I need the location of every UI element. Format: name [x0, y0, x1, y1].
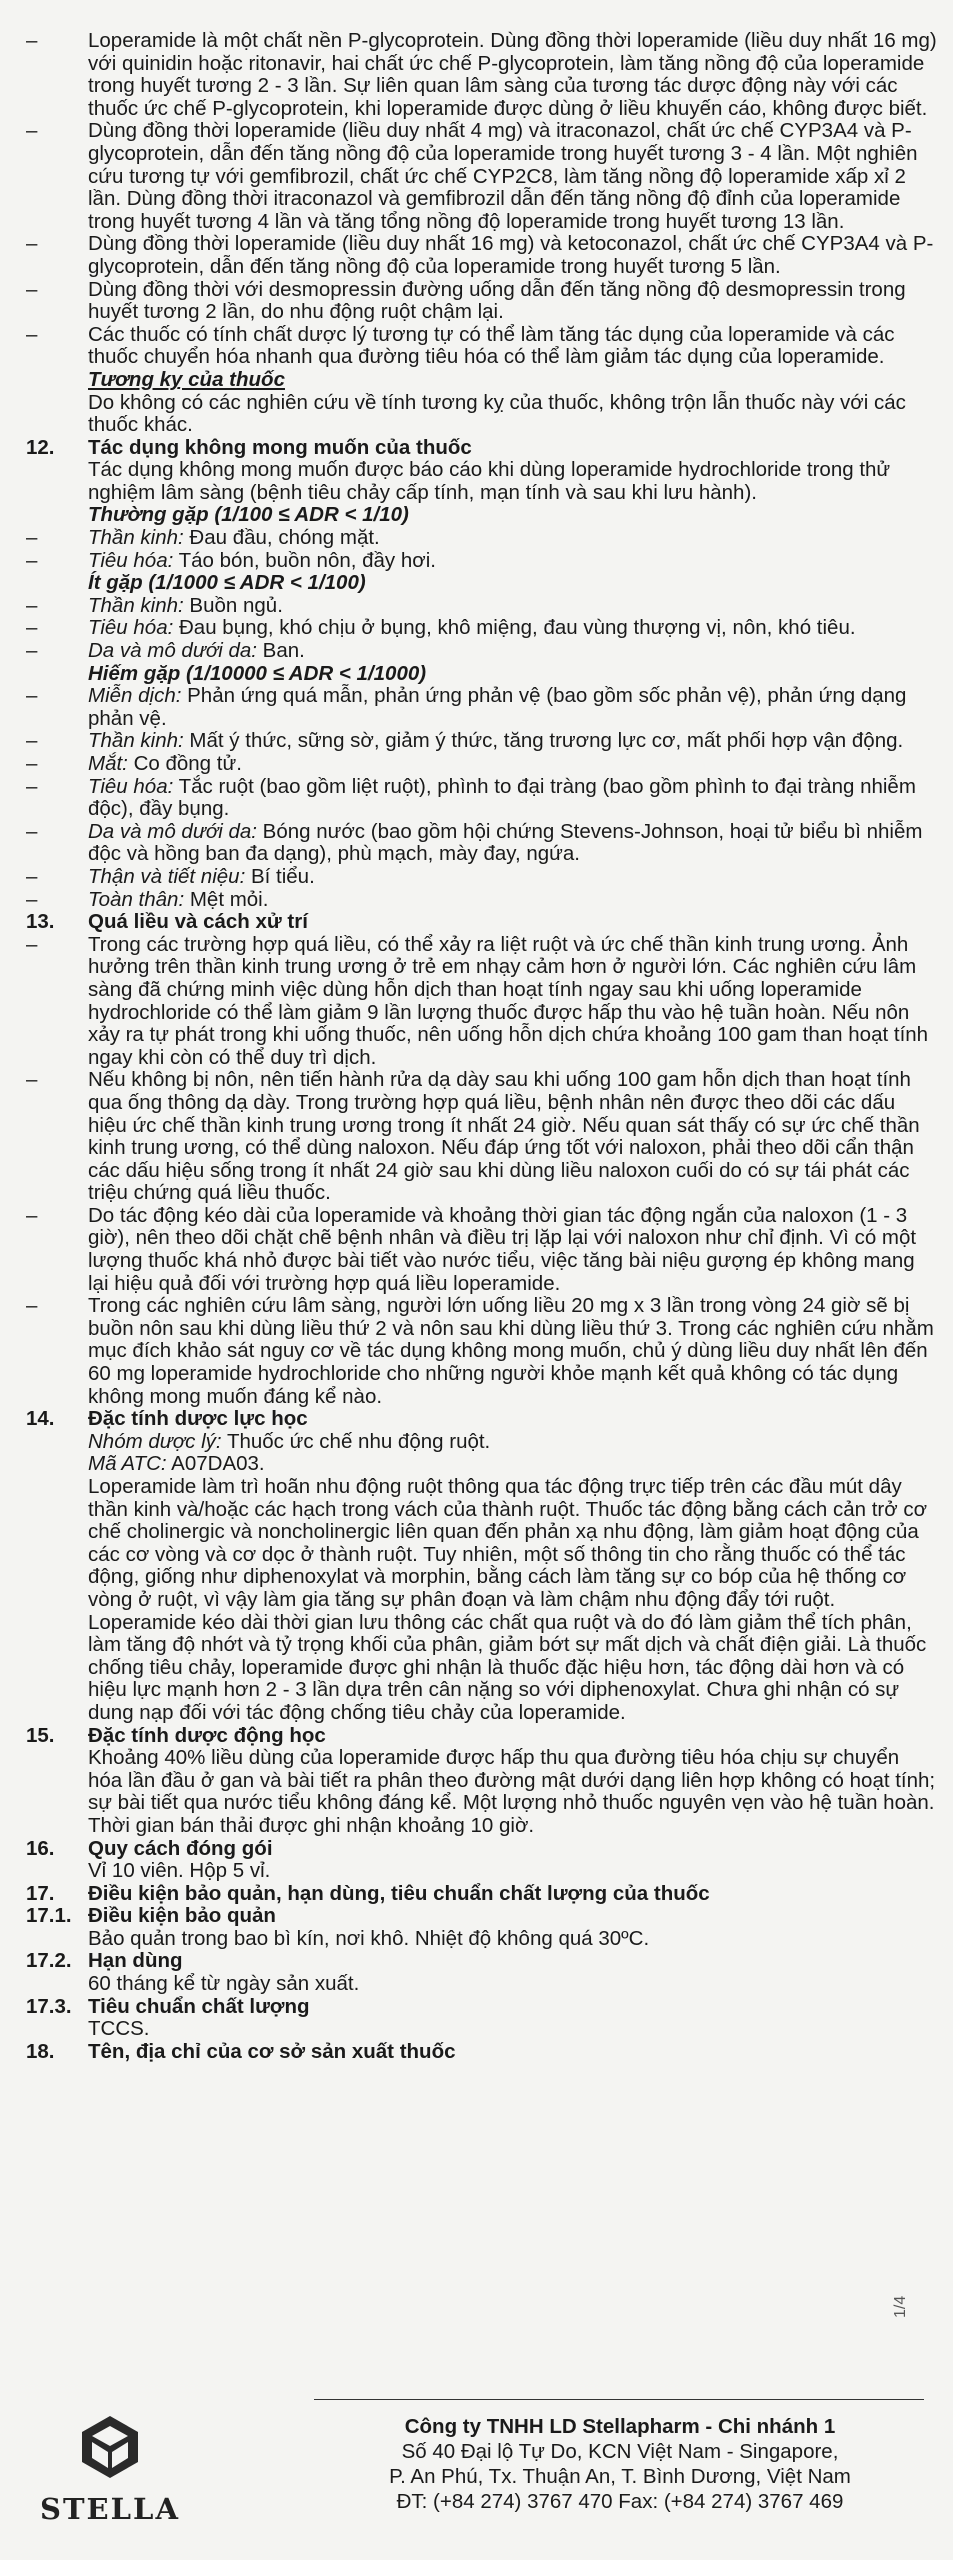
section-number: 13. [26, 910, 55, 934]
paragraph-text: Dùng đồng thời với desmopressin đường uống dẫn đến tăng nồng độ desmopressin trong huyết tương 2 lần, do nhu động ruột chậm lại. [88, 277, 906, 324]
effect-text: Bóng nước (bao gồm hội chứng Stevens-Johnson, hoại tử biểu bì nhiễm độc và hồng ban đa dạng), phù mạch, mày đay, ngứa. [88, 819, 923, 866]
list-item: – Tiêu hóa: Táo bón, buồn nôn, đầy hơi. [26, 548, 436, 572]
section-heading: Đặc tính dược lực học [88, 1407, 308, 1431]
contact-line: ĐT: (+84 274) 3767 470 Fax: (+84 274) 3767 469 [396, 2490, 844, 2513]
organ-label: Da và mô dưới da: [88, 639, 257, 663]
incompatibility-text: Do không có các nghiên cứu về tính tương kỵ của thuốc, không trộn lẫn thuốc này với các thuốc khác. [88, 390, 906, 437]
organ-label: Thần kinh: [88, 729, 184, 753]
list-item: – Trong các trường hợp quá liều, có thể xảy ra liệt ruột và ức chế thần kinh trung ương. Ảnh hưởng trên thần kinh trung ương ở trẻ em nhạy cảm hơn ở người lớn. Các nghiên cứu lâm sàng đã chứng minh việc dùng hỗn dịch than hoạt tính ngay sau khi uống loperamide hydrochloride có thể làm giảm 9 lần lượng thuốc được hấp thu vào hệ tuần hoàn. Nếu nôn xảy ra tự phát trong khi uống thuốc, nên uống hỗn dịch chứa khoảng 100 gam than hoạt tính ngay khi còn có thể duy trì dịch. [26, 932, 929, 1069]
paragraph-text: Dùng đồng thời loperamide (liều duy nhất 16 mg) và ketoconazol, chất ức chế CYP3A4 và P-glycoprotein, dẫn đến tăng nồng độ của loperamide trong huyết tương 5 lần. [88, 232, 934, 278]
organ-label: Tiêu hóa: [88, 774, 174, 798]
effect-text: Đau đầu, chóng mặt. [183, 526, 380, 550]
section-intro: Tác dụng không mong muốn được báo cáo khi dùng loperamide hydrochloride trong thử nghiệm lâm sàng (bệnh tiêu chảy cấp tính, mạn tính và sau khi lưu hành). [88, 458, 891, 504]
paragraph-text: Dùng đồng thời loperamide (liều duy nhất 4 mg) và itraconazol, chất ức chế CYP3A4 và P-glycoprotein, dẫn đến tăng nồng độ của loperamide trong huyết tương 3 - 4 lần. Một nghiên cứu tương tự với gemfibrozil, chất ức chế CYP2C8, làm tăng nồng độ loperamide xấp xỉ 2 lần. Dùng đồng thời itraconazol và gemfibrozil dẫn đến tăng nồng độ đỉnh của loperamide trong huyết tương 4 lần và tăng tổng nồng độ loperamide trong huyết tương 13 lần. [88, 119, 918, 233]
list-item [0, 120, 953, 233]
section-number: 15. [26, 1723, 55, 1747]
list-item: – Thần kinh: Buồn ngủ. [26, 593, 283, 617]
section-13 [0, 911, 953, 1408]
section-heading: Tên, địa chỉ của cơ sở sản xuất thuốc [88, 2039, 456, 2063]
section-number: 12. [26, 435, 55, 459]
paragraph-text: Do tác động kéo dài của loperamide và khoảng thời gian tác động ngắn của naloxon (1 - 3 giờ), nên theo dõi chặt chẽ bệnh nhân và điều trị lặp lại với naloxon như chỉ định. Vì có một lượng thuốc khá nhỏ được bài tiết vào nước tiểu, việc tăng bài niệu gượng ép không mang lại hiệu quả đối với trường hợp quá liều loperamide. [88, 1203, 917, 1295]
list-item: – Trong các nghiên cứu lâm sàng, người lớn uống liều 20 mg x 3 lần trong vòng 24 giờ sẽ bị buồn nôn sau khi dùng liều thứ 2 và nôn sau khi dùng liều thứ 3. Trong các nghiên cứu nhằm mục đích khảo sát nguy cơ về tác dụng không mong muốn, chủ ý dùng liều duy nhất lên đến 60 mg loperamide hydrochloride cho những người khỏe mạnh kết quả không có tác dụng không mong muốn đáng kể nào. [26, 1294, 934, 1408]
incompatibility-heading: Tương kỵ của thuốc [88, 367, 285, 391]
list-item: – Toàn thân: Mệt mỏi. [26, 887, 269, 911]
effect-text: Ban. [256, 639, 305, 663]
section-number: 17. [26, 1881, 55, 1905]
section-18 [0, 2041, 953, 2064]
group-value: Thuốc ức chế nhu động ruột. [221, 1429, 491, 1453]
list-item: – Thần kinh: Đau đầu, chóng mặt. [26, 526, 380, 550]
section-heading: Tác dụng không mong muốn của thuốc [88, 435, 472, 459]
frequency-heading-rare: Hiếm gặp (1/10000 ≤ ADR < 1/1000) [88, 661, 427, 685]
effect-text: Phản ứng quá mẫn, phản ứng phản vệ (bao gồm sốc phản vệ), phản ứng dạng phản vệ. [88, 684, 907, 730]
effect-text: Táo bón, buồn nôn, đầy hơi. [173, 548, 436, 572]
organ-label: Thận và tiết niệu: [88, 864, 246, 888]
frequency-heading-uncommon: Ít gặp (1/1000 ≤ ADR < 1/100) [88, 571, 366, 595]
page-number: 1/4 [892, 2295, 909, 2318]
organ-label: Toàn thân: [88, 887, 185, 911]
effect-text: Đau bụng, khó chịu ở bụng, khô miệng, đau vùng thượng vị, nôn, khó tiêu. [173, 616, 856, 640]
paragraph-text: Loperamide làm trì hoãn nhu động ruột thông qua tác động trực tiếp trên các đầu mút dây thần kinh và/hoặc các hạch trong vách của thành ruột. Thuốc tác động bằng cách cản trở cơ chế cholinergic và noncholinergic liên quan đến phản xạ nhu động, làm giảm hoạt động của các cơ vòng và cơ dọc ở thành ruột. Tuy nhiên, một số thông tin cho rằng thuốc có thể tác động, giống như diphenoxylat và morphin, bằng cách làm tăng sự co bóp của hệ thống cơ vòng ở ruột, vì vậy làm gia tăng sự phân đoạn và làm chậm nhu động đẩy tới ruột. [88, 1475, 928, 1611]
section-14 [0, 1408, 953, 1724]
paragraph-text: 60 tháng kể từ ngày sản xuất. [88, 1972, 360, 1996]
section-heading: Quá liều và cách xử trí [88, 910, 308, 934]
dash-marker: – [26, 232, 38, 256]
paragraph-text: Vỉ 10 viên. Hộp 5 vỉ. [88, 1859, 271, 1883]
organ-label: Mắt: [88, 752, 128, 775]
paragraph-text: Các thuốc có tính chất dược lý tương tự có thể làm tăng tác dụng của loperamide và các thuốc chuyển hóa nhanh qua đường tiêu hóa có thể làm giảm tác dụng của loperamide. [88, 322, 895, 369]
section-heading: Điều kiện bảo quản, hạn dùng, tiêu chuẩn chất lượng của thuốc [88, 1881, 710, 1905]
section-number: 16. [26, 1836, 55, 1860]
interaction-list [0, 0, 953, 437]
section-number: 14. [26, 1407, 55, 1431]
organ-label: Miễn dịch: [88, 684, 182, 708]
section-heading: Đặc tính dược động học [88, 1723, 326, 1747]
list-item [0, 324, 953, 369]
paragraph-text: Khoảng 40% liều dùng của loperamide được hấp thu qua đường tiêu hóa chịu sự chuyển hóa lần đầu ở gan và bài tiết ra phân theo đường mật dưới dạng liên hợp không có hoạt tính; sự bài tiết qua nước tiểu không đáng kể. Một lượng nhỏ thuốc nguyên vẹn vào hệ tuần hoàn. Thời gian bán thải được ghi nhận khoảng 10 giờ. [88, 1746, 936, 1837]
paragraph-text: Loperamide kéo dài thời gian lưu thông các chất qua ruột và do đó làm giảm thể tích phân, làm tăng độ nhớt và tỷ trọng khối của phân, giảm bớt sự mất dịch và chất điện giải. Là thuốc chống tiêu chảy, loperamide được ghi nhận là thuốc đặc hiệu hơn, tác động dài hơn và có hiệu lực mạnh hơn 2 - 3 lần dựa trên cân nặng so với diphenoxylat. Chưa ghi nhận có sự dung nạp đối với tác động chống tiêu chảy của loperamide. [88, 1610, 927, 1724]
list-item: – Tiêu hóa: Đau bụng, khó chịu ở bụng, khô miệng, đau vùng thượng vị, nôn, khó tiêu. [26, 616, 856, 640]
list-item: – Da và mô dưới da: Ban. [26, 639, 305, 663]
subsection-heading: Tiêu chuẩn chất lượng [88, 1994, 310, 2018]
company-name: Công ty TNHH LD Stellapharm - Chi nhánh 1 [404, 2415, 836, 2438]
atc-label: Mã ATC: [88, 1452, 167, 1476]
list-item: – Thần kinh: Mất ý thức, sững sờ, giảm ý thức, tăng trương lực cơ, mất phối hợp vận động. [26, 729, 904, 753]
list-item: – Nếu không bị nôn, nên tiến hành rửa dạ dày sau khi uống 100 gam hỗn dịch than hoạt tính qua ống thông dạ dày. Trong trường hợp quá liều, bệnh nhân nên được theo dõi các dấu hiệu ức chế thần kinh trung ương trong ít nhất 24 giờ. Nếu quan sát thấy có sự ức chế thần kinh trung ương, có thể dùng naloxon. Nếu đáp ứng tốt với naloxon, phải theo dõi cẩn thận các dấu hiệu sống trong ít nhất 24 giờ sau khi dùng liều naloxon cuối do có sự tái phát các triệu chứng quá liều thuốc. [26, 1068, 920, 1205]
list-item: – Mắt: Co đồng tử. [26, 752, 242, 775]
paragraph-text: TCCS. [88, 2017, 150, 2041]
list-item [0, 279, 953, 324]
section-12 [0, 437, 953, 911]
subsection-heading: Hạn dùng [88, 1949, 183, 1973]
list-item: – Tiêu hóa: Tắc ruột (bao gồm liệt ruột), phình to đại tràng (bao gồm phình to đại tràng nhiễm độc), đầy bụng. [26, 774, 916, 821]
list-item [0, 30, 953, 120]
footer-divider [314, 2399, 924, 2400]
effect-text: Bí tiểu. [245, 864, 315, 888]
dash-marker: – [26, 322, 38, 346]
organ-label: Thần kinh: [88, 593, 184, 617]
paragraph-text: Nếu không bị nôn, nên tiến hành rửa dạ dày sau khi uống 100 gam hỗn dịch than hoạt tính qua ống thông dạ dày. Trong trường hợp quá liều, bệnh nhân nên được theo dõi các dấu hiệu ức chế thần kinh trung ương trong ít nhất 24 giờ. Nếu quan sát thấy có sự ức chế thần kinh trung ương, có thể dùng naloxon. Nếu đáp ứng tốt với naloxon, phải theo dõi cẩn thận các dấu hiệu sống trong ít nhất 24 giờ sau khi dùng liều naloxon cuối do có sự tái phát các triệu chứng quá liều thuốc. [88, 1068, 920, 1205]
section-15 [0, 1725, 953, 1838]
effect-text: Mất ý thức, sững sờ, giảm ý thức, tăng trương lực cơ, mất phối hợp vận động. [183, 729, 904, 753]
effect-text: Buồn ngủ. [183, 593, 283, 617]
subsection-number: 17.2. [26, 1949, 72, 1973]
dash-marker: – [26, 29, 38, 52]
list-item: – Miễn dịch: Phản ứng quá mẫn, phản ứng phản vệ (bao gồm sốc phản vệ), phản ứng dạng phản vệ. [26, 684, 907, 730]
paragraph-text: Bảo quản trong bao bì kín, nơi khô. Nhiệt độ không quá 30ºC. [88, 1926, 650, 1950]
address-line: P. An Phú, Tx. Thuận An, T. Bình Dương, Việt Nam [389, 2465, 851, 2488]
group-label: Nhóm dược lý: [88, 1429, 222, 1453]
frequency-heading-common: Thường gặp (1/100 ≤ ADR < 1/10) [88, 503, 409, 527]
effect-text: Co đồng tử. [127, 752, 242, 775]
company-logo [40, 2412, 180, 2542]
subsection-number: 17.3. [26, 1994, 72, 2018]
dash-marker: – [26, 119, 38, 143]
list-item: – Da và mô dưới da: Bóng nước (bao gồm hội chứng Stevens-Johnson, hoại tử biểu bì nhiễm độc và hồng ban đa dạng), phù mạch, mày đay, ngứa. [26, 819, 923, 866]
list-item: – Thận và tiết niệu: Bí tiểu. [26, 864, 315, 888]
dash-marker: – [26, 277, 38, 301]
list-item: – Do tác động kéo dài của loperamide và khoảng thời gian tác động ngắn của naloxon (1 - 3 giờ), nên theo dõi chặt chẽ bệnh nhân và điều trị lặp lại với naloxon như chỉ định. Vì có một lượng thuốc khá nhỏ được bài tiết vào nước tiểu, việc tăng bài niệu gượng ép không mang lại hiệu quả đối với trường hợp quá liều loperamide. [26, 1203, 917, 1295]
organ-label: Da và mô dưới da: [88, 819, 257, 843]
atc-value: A07DA03. [166, 1452, 265, 1476]
paragraph-text: Loperamide là một chất nền P-glycoprotein. Dùng đồng thời loperamide (liều duy nhất 16 mg) với quinidin hoặc ritonavir, hai chất ức chế P-glycoprotein, làm tăng nồng độ của loperamide trong huyết tương 2 - 3 lần. Sự liên quan lâm sàng của tương tác dược động này với các thuốc ức chế P-glycoprotein, khi loperamide được dùng ở liều khuyến cáo, không được biết. [88, 29, 937, 120]
subsection-heading: Điều kiện bảo quản [88, 1904, 276, 1928]
stella-logo-icon [78, 2412, 142, 2482]
atc-code [0, 1453, 953, 1476]
organ-label: Tiêu hóa: [88, 548, 174, 572]
pharmacological-group [0, 1431, 953, 1454]
effect-text: Tắc ruột (bao gồm liệt ruột), phình to đại tràng (bao gồm phình to đại tràng nhiễm độc), đầy bụng. [88, 774, 916, 821]
effect-text: Mệt mỏi. [184, 887, 269, 911]
organ-label: Thần kinh: [88, 526, 184, 550]
paragraph-text: Trong các trường hợp quá liều, có thể xảy ra liệt ruột và ức chế thần kinh trung ương. Ảnh hưởng trên thần kinh trung ương ở trẻ em nhạy cảm hơn ở người lớn. Các nghiên cứu lâm sàng đã chứng minh việc dùng hỗn dịch than hoạt tính ngay sau khi uống loperamide hydrochloride có thể làm giảm 9 lần lượng thuốc được hấp thu vào hệ tuần hoàn. Nếu nôn xảy ra tự phát trong khi uống thuốc, nên uống hỗn dịch chứa khoảng 100 gam than hoạt tính ngay khi còn có thể duy trì dịch. [88, 932, 929, 1069]
organ-label: Tiêu hóa: [88, 616, 174, 640]
section-17 [0, 1883, 953, 2041]
section-16 [0, 1838, 953, 1883]
section-number: 18. [26, 2039, 55, 2063]
paragraph-text: Trong các nghiên cứu lâm sàng, người lớn uống liều 20 mg x 3 lần trong vòng 24 giờ sẽ bị buồn nôn sau khi dùng liều thứ 2 và nôn sau khi dùng liều thứ 3. Trong các nghiên cứu nhằm mục đích khảo sát nguy cơ về tác dụng không mong muốn, chủ ý dùng liều duy nhất lên đến 60 mg loperamide hydrochloride cho những người khỏe mạnh kết quả không có tác dụng không mong muốn đáng kể nào. [88, 1294, 934, 1408]
list-item [0, 233, 953, 278]
subsection-number: 17.1. [26, 1904, 72, 1928]
logo-wordmark: STELLA [40, 2492, 180, 2526]
manufacturer-address [300, 2414, 940, 2514]
section-heading: Quy cách đóng gói [88, 1836, 273, 1860]
address-line: Số 40 Đại lộ Tự Do, KCN Việt Nam - Singapore, [401, 2440, 839, 2463]
